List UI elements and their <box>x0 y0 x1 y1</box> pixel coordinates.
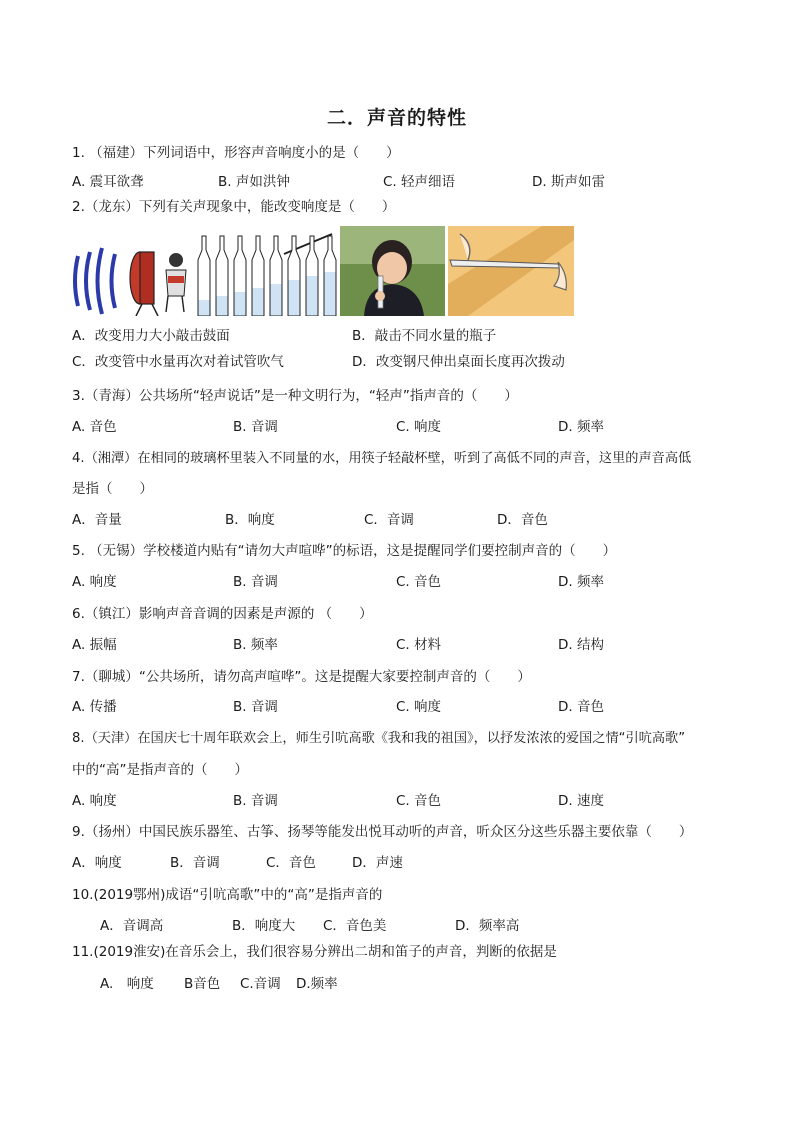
q3-option-b: B. 音调 <box>233 419 278 435</box>
question-4-stem-line1: 4.（湘潭）在相同的玻璃杯里装入不同量的水，用筷子轻敲杯壁，听到了高低不同的声音，这里的声音高低 <box>72 451 692 466</box>
question-4-stem-line2: 是指（ ） <box>72 481 153 497</box>
q9-option-a: A．响度 <box>72 855 122 871</box>
q10-option-a: A．音调高 <box>100 918 164 934</box>
q5-option-d: D. 频率 <box>558 574 604 590</box>
q3-option-c: C. 响度 <box>396 419 442 435</box>
q6-option-a: A. 振幅 <box>72 637 117 653</box>
q10-option-c: C．音色美 <box>323 918 387 934</box>
girl-blowing-tube-photo <box>340 226 445 316</box>
q1-option-c: C. 轻声细语 <box>383 174 456 190</box>
q7-option-d: D. 音色 <box>558 699 604 715</box>
q5-option-c: C. 音色 <box>396 574 442 590</box>
drum-figure <box>75 248 186 316</box>
q11-option-b: B音色 <box>184 976 221 992</box>
q9-option-c: C．音色 <box>266 855 316 871</box>
q8-option-d: D. 速度 <box>558 793 604 809</box>
question-6-stem: 6.（镇江）影响声音音调的因素是声源的 （ ） <box>72 606 373 622</box>
q6-option-c: C. 材料 <box>396 637 442 653</box>
q1-option-a: A. 震耳欲聋 <box>72 174 144 190</box>
question-3-stem: 3.（青海）公共场所“轻声说话”是一种文明行为，“轻声”指声音的（ ） <box>72 388 518 404</box>
q11-option-d: D.频率 <box>296 976 338 992</box>
q6-option-b: B. 频率 <box>233 637 278 653</box>
ruler-on-table-photo <box>448 226 574 316</box>
q11-option-c: C.音调 <box>240 976 281 992</box>
q2-option-d: D．改变钢尺伸出桌面长度再次拨动 <box>352 354 565 370</box>
q8-option-b: B. 音调 <box>233 793 278 809</box>
question-1-stem: 1. （福建）下列词语中，形容声音响度小的是（ ） <box>72 145 400 161</box>
q7-option-a: A. 传播 <box>72 699 117 715</box>
water-bottles-figure <box>198 234 336 316</box>
q2-option-a: A．改变用力大小敲击鼓面 <box>72 328 230 344</box>
question-8-stem-line2: 中的“高”是指声音的（ ） <box>72 762 248 778</box>
question-5-stem: 5. （无锡）学校楼道内贴有“请勿大声喧哗”的标语，这是提醒同学们要控制声音的（ ） <box>72 543 617 559</box>
q1-option-d: D. 斯声如雷 <box>532 174 605 190</box>
q8-option-c: C. 音色 <box>396 793 442 809</box>
question-9-stem: 9.（扬州）中国民族乐器笙、古筝、扬琴等能发出悦耳动听的声音，听众区分这些乐器主要依靠（ ） <box>72 824 693 840</box>
q4-option-b: B．响度 <box>225 512 275 528</box>
q6-option-d: D. 结构 <box>558 637 604 653</box>
question-2-figure <box>72 226 574 316</box>
question-11-stem: 11.(2019淮安)在音乐会上，我们很容易分辨出二胡和笛子的声音，判断的依据是 <box>72 944 557 960</box>
q5-option-a: A. 响度 <box>72 574 117 590</box>
q4-option-c: C．音调 <box>364 512 414 528</box>
q10-option-b: B．响度大 <box>232 918 296 934</box>
question-10-stem: 10.(2019鄂州)成语“引吭高歌”中的“高”是指声音的 <box>72 887 383 903</box>
question-2-stem: 2.（龙东）下列有关声现象中，能改变响度是（ ） <box>72 199 396 215</box>
q8-option-a: A. 响度 <box>72 793 117 809</box>
q4-option-a: A．音量 <box>72 512 122 528</box>
question-8-stem-line1: 8.（天津）在国庆七十周年联欢会上，师生引吭高歌《我和我的祖国》，以抒发浓浓的爱国之情“引吭高歌” <box>72 731 686 746</box>
question-7-stem: 7.（聊城）“公共场所，请勿高声喧哗”。这是提醒大家要控制声音的（ ） <box>72 669 531 685</box>
page-title: 二．声音的特性 <box>326 107 467 129</box>
q9-option-b: B．音调 <box>170 855 220 871</box>
q10-option-d: D．频率高 <box>455 918 520 934</box>
q3-option-d: D. 频率 <box>558 419 604 435</box>
q2-option-b: B．敲击不同水量的瓶子 <box>352 328 497 344</box>
q11-option-a: A. 响度 <box>100 976 154 992</box>
q5-option-b: B. 音调 <box>233 574 278 590</box>
q2-option-c: C．改变管中水量再次对着试管吹气 <box>72 354 284 370</box>
q7-option-c: C. 响度 <box>396 699 442 715</box>
q9-option-d: D．声速 <box>352 855 403 871</box>
q7-option-b: B. 音调 <box>233 699 278 715</box>
q1-option-b: B. 声如洪钟 <box>218 174 290 190</box>
q3-option-a: A. 音色 <box>72 419 117 435</box>
q4-option-d: D．音色 <box>497 512 548 528</box>
